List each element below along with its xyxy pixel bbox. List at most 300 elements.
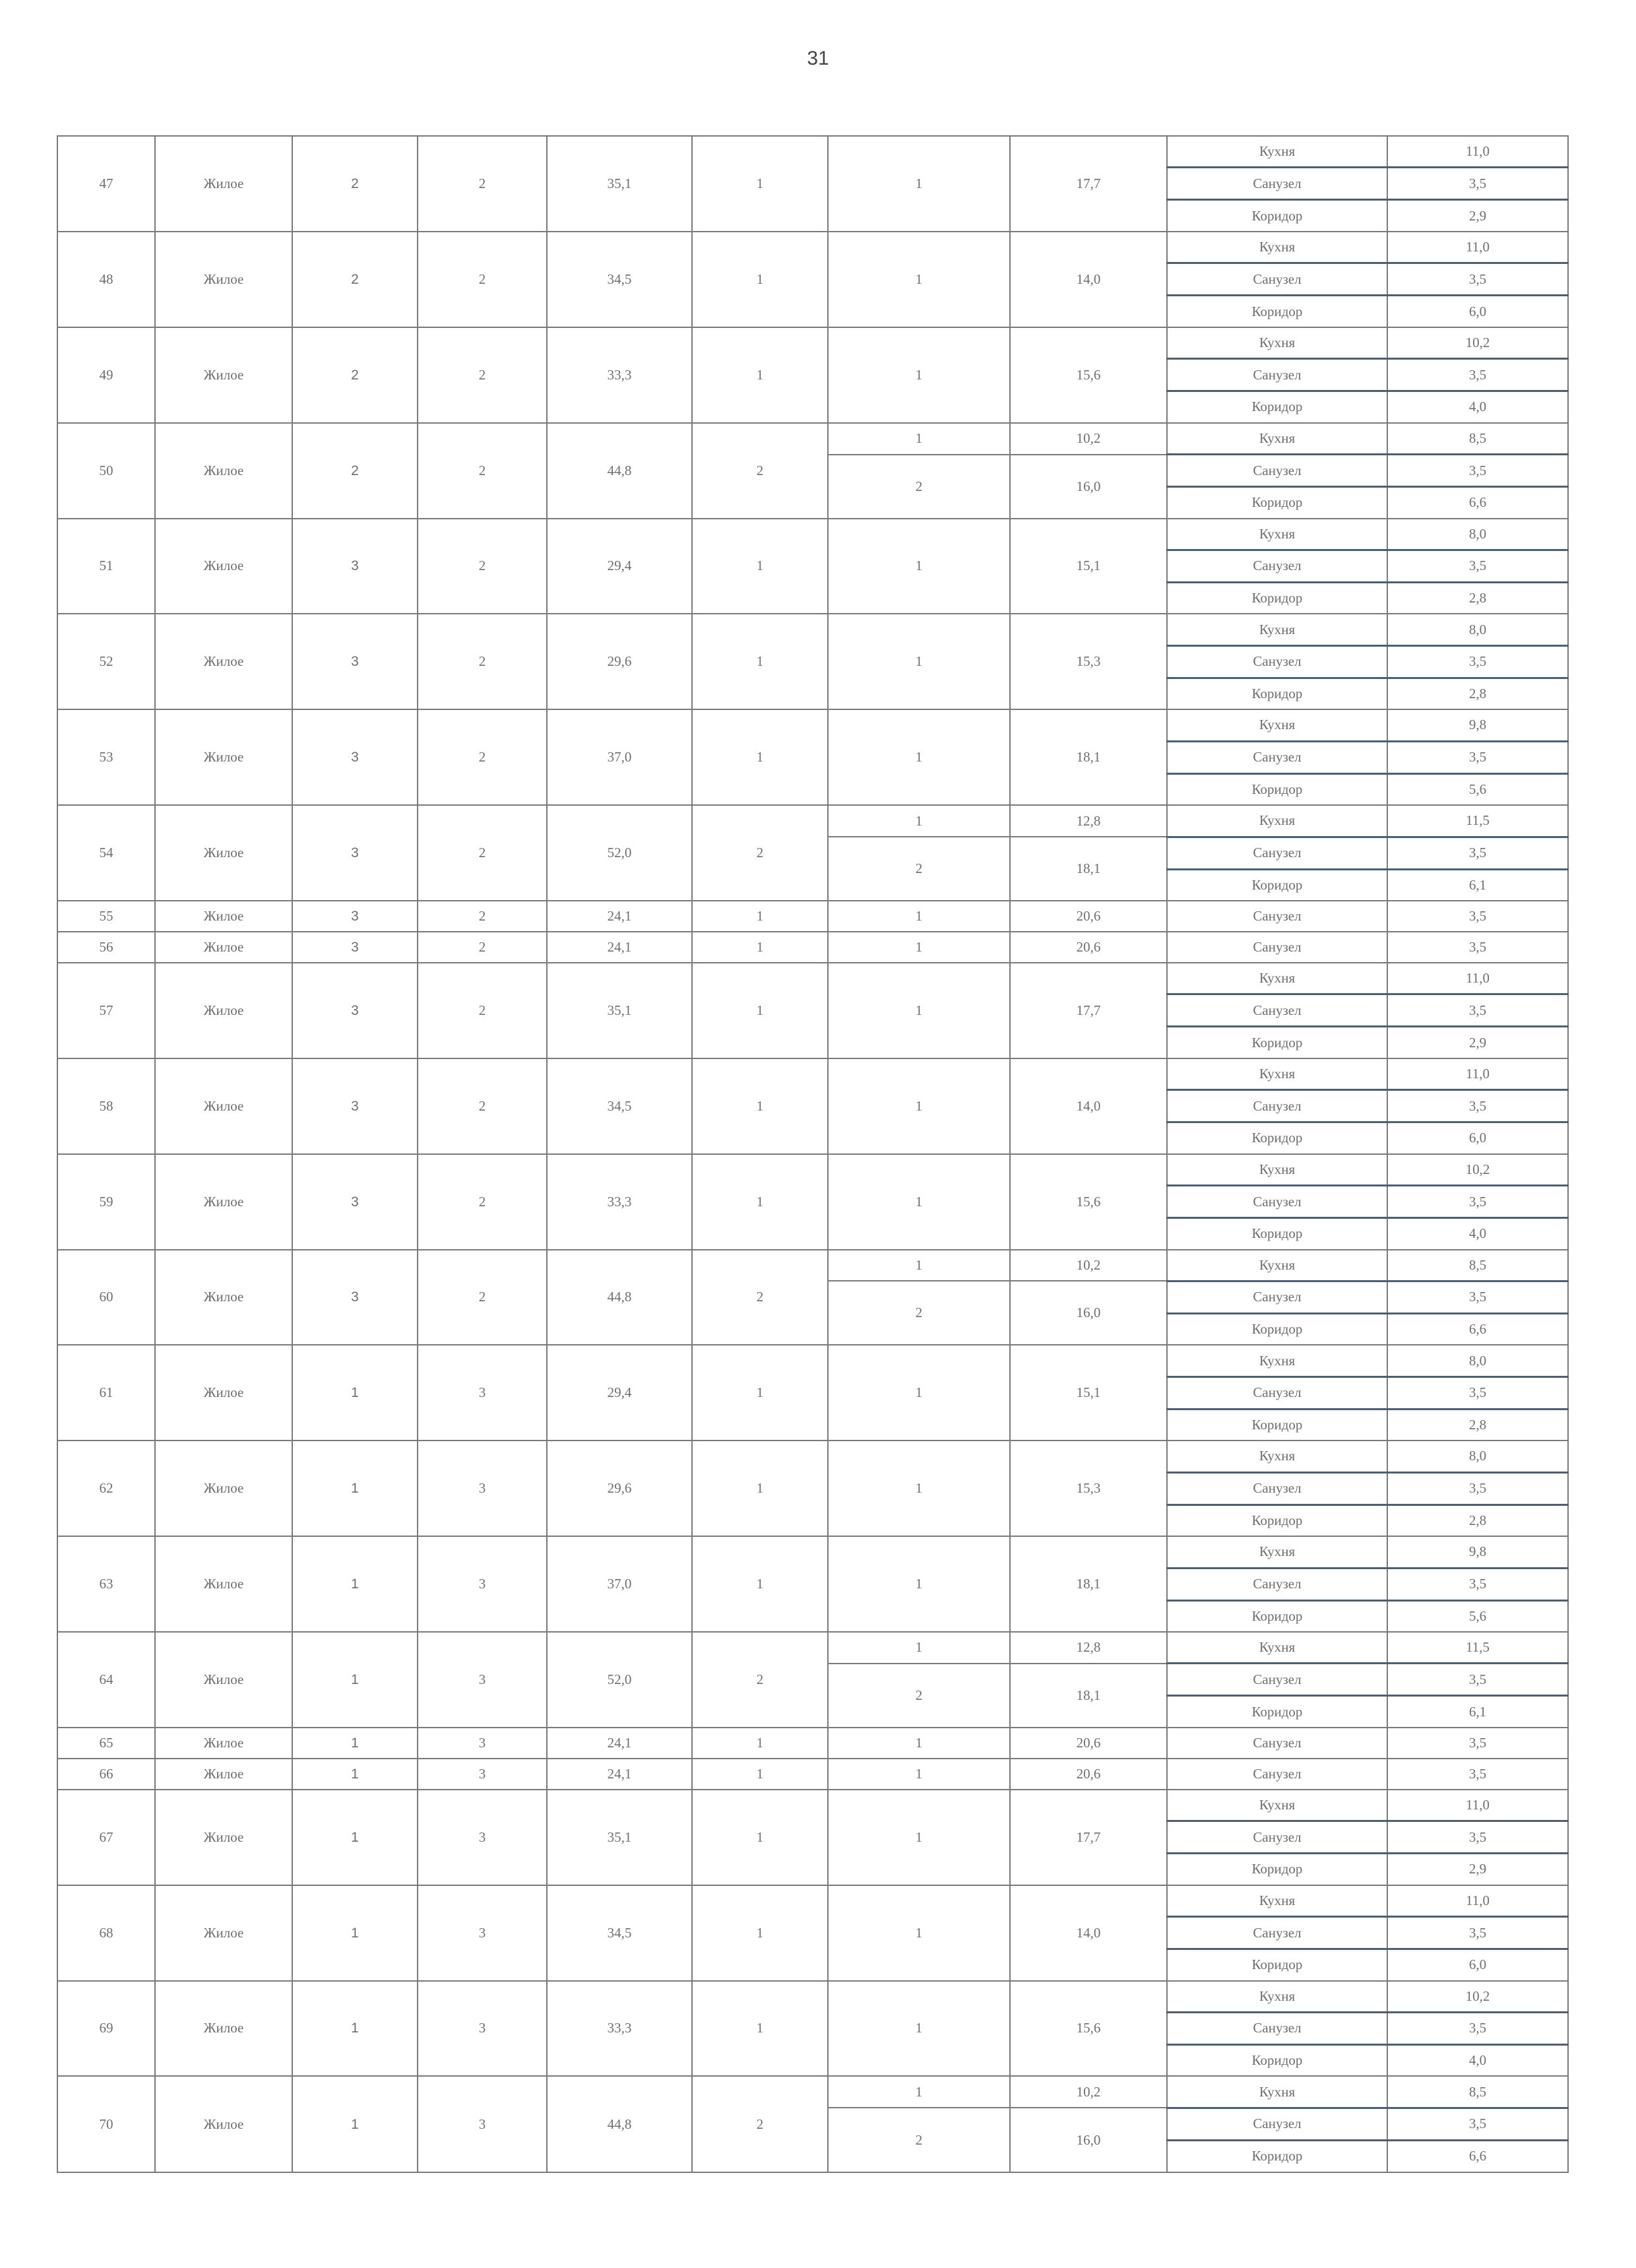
auxiliary-room-area: 11,0	[1387, 1058, 1568, 1090]
auxiliary-room-area: 3,5	[1387, 359, 1568, 391]
apartment-number: 58	[57, 1058, 155, 1154]
total-area: 44,8	[547, 2076, 692, 2172]
floor-number: 1	[292, 1981, 418, 2077]
auxiliary-room-area: 6,0	[1387, 296, 1568, 327]
auxiliary-room-area: 10,2	[1387, 1154, 1568, 1186]
premises-type: Жилое	[155, 1441, 292, 1536]
total-area: 24,1	[547, 1759, 692, 1790]
auxiliary-room-name: Кухня	[1167, 963, 1387, 994]
total-area: 29,6	[547, 1441, 692, 1536]
total-area: 52,0	[547, 805, 692, 901]
living-room-area: 12,8	[1010, 805, 1167, 837]
auxiliary-room-name: Коридор	[1167, 582, 1387, 614]
auxiliary-room-name: Кухня	[1167, 232, 1387, 263]
auxiliary-room-area: 3,5	[1387, 1917, 1568, 1949]
auxiliary-room-name: Кухня	[1167, 1981, 1387, 2013]
living-room-number: 1	[828, 327, 1010, 423]
auxiliary-room-name: Кухня	[1167, 423, 1387, 455]
auxiliary-room-area: 4,0	[1387, 2044, 1568, 2076]
living-room-number: 2	[828, 455, 1010, 519]
apartment-number: 48	[57, 232, 155, 327]
table-row	[57, 1981, 1568, 2013]
total-area: 29,6	[547, 614, 692, 709]
auxiliary-room-area: 8,5	[1387, 1250, 1568, 1281]
table-row	[57, 901, 1568, 932]
floor-number: 2	[292, 327, 418, 423]
auxiliary-room-area: 10,2	[1387, 327, 1568, 359]
auxiliary-room-name: Коридор	[1167, 2044, 1387, 2076]
auxiliary-room-name: Кухня	[1167, 1536, 1387, 1568]
premises-type: Жилое	[155, 1790, 292, 1885]
premises-type: Жилое	[155, 1536, 292, 1632]
apartment-number: 59	[57, 1154, 155, 1250]
table-row	[57, 519, 1568, 550]
auxiliary-room-name: Кухня	[1167, 519, 1387, 550]
total-area: 44,8	[547, 1250, 692, 1345]
living-room-area: 10,2	[1010, 423, 1167, 455]
living-rooms-count: 1	[692, 963, 828, 1058]
total-area: 33,3	[547, 1154, 692, 1250]
auxiliary-room-name: Коридор	[1167, 2140, 1387, 2172]
living-room-area: 16,0	[1010, 455, 1167, 519]
table-row	[57, 1728, 1568, 1759]
auxiliary-room-area: 8,0	[1387, 614, 1568, 645]
living-rooms-count: 1	[692, 709, 828, 805]
table-row	[57, 1058, 1568, 1090]
living-rooms-count: 1	[692, 519, 828, 614]
auxiliary-room-area: 11,0	[1387, 232, 1568, 263]
living-rooms-count: 1	[692, 1345, 828, 1441]
apartment-number: 55	[57, 901, 155, 932]
auxiliary-room-area: 11,0	[1387, 136, 1568, 168]
section-number: 3	[418, 1536, 547, 1632]
living-room-number: 1	[828, 932, 1010, 963]
floor-number: 1	[292, 2076, 418, 2172]
living-room-area: 15,1	[1010, 1345, 1167, 1441]
living-rooms-count: 1	[692, 1728, 828, 1759]
table-row	[57, 932, 1568, 963]
auxiliary-room-area: 11,0	[1387, 1790, 1568, 1821]
living-room-area: 15,6	[1010, 1154, 1167, 1250]
auxiliary-room-name: Санузел	[1167, 837, 1387, 869]
total-area: 34,5	[547, 1885, 692, 1981]
floor-number: 3	[292, 1154, 418, 1250]
auxiliary-room-name: Коридор	[1167, 1949, 1387, 1981]
auxiliary-room-name: Коридор	[1167, 1122, 1387, 1154]
apartment-number: 51	[57, 519, 155, 614]
auxiliary-room-name: Санузел	[1167, 359, 1387, 391]
auxiliary-room-area: 9,8	[1387, 709, 1568, 741]
section-number: 2	[418, 709, 547, 805]
auxiliary-room-name: Кухня	[1167, 614, 1387, 645]
table-row	[57, 1759, 1568, 1790]
premises-type: Жилое	[155, 805, 292, 901]
apartment-number: 63	[57, 1536, 155, 1632]
floor-number: 1	[292, 1536, 418, 1632]
auxiliary-room-area: 8,5	[1387, 2076, 1568, 2108]
living-rooms-count: 1	[692, 1536, 828, 1632]
living-rooms-count: 1	[692, 1154, 828, 1250]
living-room-area: 20,6	[1010, 1759, 1167, 1790]
living-room-number: 1	[828, 1441, 1010, 1536]
premises-type: Жилое	[155, 1250, 292, 1345]
living-room-area: 20,6	[1010, 1728, 1167, 1759]
auxiliary-room-name: Кухня	[1167, 1790, 1387, 1821]
total-area: 52,0	[547, 1632, 692, 1728]
auxiliary-room-name: Санузел	[1167, 550, 1387, 582]
auxiliary-room-area: 2,9	[1387, 1854, 1568, 1885]
auxiliary-room-name: Кухня	[1167, 1058, 1387, 1090]
living-room-area: 15,6	[1010, 1981, 1167, 2077]
living-room-number: 1	[828, 1058, 1010, 1154]
auxiliary-room-name: Санузел	[1167, 1377, 1387, 1409]
auxiliary-room-name: Санузел	[1167, 1472, 1387, 1505]
living-rooms-count: 1	[692, 1981, 828, 2077]
floor-number: 1	[292, 1790, 418, 1885]
table-row	[57, 1441, 1568, 1472]
apartment-number: 70	[57, 2076, 155, 2172]
table-row	[57, 232, 1568, 263]
floor-number: 3	[292, 963, 418, 1058]
auxiliary-room-area: 6,1	[1387, 869, 1568, 901]
living-room-area: 20,6	[1010, 932, 1167, 963]
living-room-area: 16,0	[1010, 2108, 1167, 2172]
living-room-number: 2	[828, 2108, 1010, 2172]
auxiliary-room-name: Кухня	[1167, 1345, 1387, 1377]
auxiliary-room-name: Санузел	[1167, 263, 1387, 296]
floor-number: 1	[292, 1885, 418, 1981]
table-row	[57, 963, 1568, 994]
auxiliary-room-name: Санузел	[1167, 1917, 1387, 1949]
total-area: 29,4	[547, 519, 692, 614]
total-area: 24,1	[547, 1728, 692, 1759]
apartment-number: 68	[57, 1885, 155, 1981]
premises-type: Жилое	[155, 901, 292, 932]
apartment-number: 57	[57, 963, 155, 1058]
table-row	[57, 1536, 1568, 1568]
total-area: 33,3	[547, 327, 692, 423]
auxiliary-room-name: Санузел	[1167, 1664, 1387, 1696]
total-area: 44,8	[547, 423, 692, 519]
total-area: 37,0	[547, 709, 692, 805]
section-number: 2	[418, 232, 547, 327]
total-area: 34,5	[547, 1058, 692, 1154]
auxiliary-room-area: 3,5	[1387, 1377, 1568, 1409]
section-number: 2	[418, 901, 547, 932]
living-room-area: 18,1	[1010, 1536, 1167, 1632]
section-number: 2	[418, 614, 547, 709]
living-room-area: 17,7	[1010, 1790, 1167, 1885]
auxiliary-room-name: Санузел	[1167, 1821, 1387, 1854]
living-room-number: 1	[828, 709, 1010, 805]
section-number: 3	[418, 1632, 547, 1728]
auxiliary-room-area: 3,5	[1387, 455, 1568, 487]
auxiliary-room-area: 3,5	[1387, 1186, 1568, 1218]
auxiliary-room-area: 3,5	[1387, 741, 1568, 773]
auxiliary-room-name: Коридор	[1167, 678, 1387, 709]
floor-number: 1	[292, 1632, 418, 1728]
living-room-number: 1	[828, 1885, 1010, 1981]
premises-type: Жилое	[155, 1632, 292, 1728]
auxiliary-room-area: 3,5	[1387, 994, 1568, 1027]
premises-type: Жилое	[155, 1885, 292, 1981]
table-row	[57, 614, 1568, 645]
section-number: 3	[418, 1441, 547, 1536]
auxiliary-room-name: Санузел	[1167, 901, 1387, 932]
auxiliary-room-name: Коридор	[1167, 296, 1387, 327]
section-number: 3	[418, 1981, 547, 2077]
auxiliary-room-area: 2,8	[1387, 678, 1568, 709]
auxiliary-room-area: 3,5	[1387, 932, 1568, 963]
auxiliary-room-area: 8,0	[1387, 1345, 1568, 1377]
apartment-number: 53	[57, 709, 155, 805]
auxiliary-room-name: Коридор	[1167, 200, 1387, 232]
living-room-number: 1	[828, 1536, 1010, 1632]
table-body	[57, 136, 1568, 2172]
living-rooms-count: 1	[692, 327, 828, 423]
living-room-area: 15,3	[1010, 1441, 1167, 1536]
floor-number: 1	[292, 1759, 418, 1790]
apartment-number: 62	[57, 1441, 155, 1536]
section-number: 2	[418, 805, 547, 901]
section-number: 2	[418, 1154, 547, 1250]
table-row	[57, 327, 1568, 359]
section-number: 2	[418, 1250, 547, 1345]
auxiliary-room-area: 2,8	[1387, 1505, 1568, 1536]
floor-number: 3	[292, 901, 418, 932]
apartment-number: 49	[57, 327, 155, 423]
living-rooms-count: 2	[692, 1632, 828, 1728]
auxiliary-room-name: Кухня	[1167, 1441, 1387, 1472]
section-number: 3	[418, 2076, 547, 2172]
living-room-number: 1	[828, 1632, 1010, 1664]
total-area: 37,0	[547, 1536, 692, 1632]
auxiliary-room-name: Коридор	[1167, 1854, 1387, 1885]
apartment-number: 64	[57, 1632, 155, 1728]
apartment-number: 60	[57, 1250, 155, 1345]
floor-number: 1	[292, 1345, 418, 1441]
section-number: 2	[418, 423, 547, 519]
living-room-number: 1	[828, 232, 1010, 327]
auxiliary-room-area: 2,8	[1387, 582, 1568, 614]
auxiliary-room-name: Кухня	[1167, 327, 1387, 359]
living-room-number: 1	[828, 1981, 1010, 2077]
auxiliary-room-area: 6,6	[1387, 1313, 1568, 1345]
auxiliary-room-name: Санузел	[1167, 645, 1387, 678]
auxiliary-room-name: Санузел	[1167, 1090, 1387, 1122]
floor-number: 3	[292, 1250, 418, 1345]
table-row	[57, 423, 1568, 455]
living-room-area: 17,7	[1010, 963, 1167, 1058]
apartment-number: 56	[57, 932, 155, 963]
table-row	[57, 709, 1568, 741]
auxiliary-room-name: Санузел	[1167, 1728, 1387, 1759]
page-number: 31	[807, 48, 829, 69]
living-room-number: 1	[828, 2076, 1010, 2108]
section-number: 2	[418, 1058, 547, 1154]
auxiliary-room-name: Санузел	[1167, 1759, 1387, 1790]
auxiliary-room-area: 3,5	[1387, 837, 1568, 869]
auxiliary-room-name: Кухня	[1167, 1632, 1387, 1664]
auxiliary-room-area: 3,5	[1387, 901, 1568, 932]
auxiliary-room-name: Санузел	[1167, 932, 1387, 963]
table-row	[57, 1345, 1568, 1377]
premises-type: Жилое	[155, 423, 292, 519]
living-rooms-count: 2	[692, 805, 828, 901]
table-row	[57, 1790, 1568, 1821]
living-rooms-count: 1	[692, 614, 828, 709]
auxiliary-room-name: Коридор	[1167, 1027, 1387, 1058]
auxiliary-room-name: Коридор	[1167, 1218, 1387, 1250]
auxiliary-room-area: 2,8	[1387, 1409, 1568, 1441]
auxiliary-room-name: Коридор	[1167, 1409, 1387, 1441]
total-area: 34,5	[547, 232, 692, 327]
section-number: 2	[418, 327, 547, 423]
living-room-area: 20,6	[1010, 901, 1167, 932]
auxiliary-room-name: Санузел	[1167, 741, 1387, 773]
living-rooms-count: 2	[692, 1250, 828, 1345]
living-rooms-count: 1	[692, 1759, 828, 1790]
auxiliary-room-name: Коридор	[1167, 1696, 1387, 1728]
auxiliary-room-area: 5,6	[1387, 1600, 1568, 1632]
living-room-area: 16,0	[1010, 1281, 1167, 1345]
apartment-number: 69	[57, 1981, 155, 2077]
table-row	[57, 2076, 1568, 2108]
floor-number: 2	[292, 136, 418, 232]
living-room-number: 1	[828, 805, 1010, 837]
auxiliary-room-area: 8,0	[1387, 1441, 1568, 1472]
premises-type: Жилое	[155, 519, 292, 614]
table-row	[57, 1154, 1568, 1186]
floor-number: 1	[292, 1728, 418, 1759]
auxiliary-room-name: Санузел	[1167, 1186, 1387, 1218]
floor-number: 3	[292, 932, 418, 963]
living-room-number: 2	[828, 1664, 1010, 1728]
living-room-area: 15,6	[1010, 327, 1167, 423]
living-room-number: 1	[828, 963, 1010, 1058]
living-room-number: 1	[828, 1154, 1010, 1250]
auxiliary-room-name: Кухня	[1167, 805, 1387, 837]
auxiliary-room-name: Санузел	[1167, 2108, 1387, 2140]
floor-number: 3	[292, 709, 418, 805]
apartment-number: 61	[57, 1345, 155, 1441]
auxiliary-room-area: 4,0	[1387, 1218, 1568, 1250]
auxiliary-room-name: Санузел	[1167, 2012, 1387, 2044]
premises-type: Жилое	[155, 1728, 292, 1759]
auxiliary-room-name: Кухня	[1167, 1154, 1387, 1186]
section-number: 2	[418, 519, 547, 614]
auxiliary-room-name: Санузел	[1167, 1281, 1387, 1313]
apartment-number: 66	[57, 1759, 155, 1790]
auxiliary-room-area: 10,2	[1387, 1981, 1568, 2013]
auxiliary-room-area: 8,5	[1387, 423, 1568, 455]
auxiliary-room-name: Коридор	[1167, 869, 1387, 901]
living-room-area: 12,8	[1010, 1632, 1167, 1664]
auxiliary-room-area: 3,5	[1387, 550, 1568, 582]
premises-type: Жилое	[155, 232, 292, 327]
floor-number: 3	[292, 614, 418, 709]
premises-type: Жилое	[155, 932, 292, 963]
apartment-number: 47	[57, 136, 155, 232]
auxiliary-room-name: Коридор	[1167, 1313, 1387, 1345]
auxiliary-room-name: Санузел	[1167, 455, 1387, 487]
apartment-number: 67	[57, 1790, 155, 1885]
living-room-area: 15,3	[1010, 614, 1167, 709]
section-number: 3	[418, 1759, 547, 1790]
living-room-number: 1	[828, 901, 1010, 932]
apartment-number: 52	[57, 614, 155, 709]
living-room-number: 2	[828, 837, 1010, 901]
living-room-area: 15,1	[1010, 519, 1167, 614]
premises-type: Жилое	[155, 1058, 292, 1154]
auxiliary-room-name: Кухня	[1167, 1885, 1387, 1917]
living-rooms-count: 2	[692, 2076, 828, 2172]
auxiliary-room-area: 3,5	[1387, 168, 1568, 200]
section-number: 3	[418, 1728, 547, 1759]
premises-table	[57, 135, 1569, 2173]
auxiliary-room-area: 3,5	[1387, 2108, 1568, 2140]
total-area: 24,1	[547, 901, 692, 932]
auxiliary-room-name: Коридор	[1167, 487, 1387, 519]
auxiliary-room-name: Кухня	[1167, 2076, 1387, 2108]
auxiliary-room-area: 6,0	[1387, 1122, 1568, 1154]
auxiliary-room-name: Коридор	[1167, 1505, 1387, 1536]
premises-type: Жилое	[155, 1345, 292, 1441]
table-row	[57, 1250, 1568, 1281]
living-room-number: 1	[828, 1728, 1010, 1759]
living-room-area: 14,0	[1010, 232, 1167, 327]
auxiliary-room-name: Санузел	[1167, 168, 1387, 200]
living-rooms-count: 1	[692, 1441, 828, 1536]
living-room-area: 10,2	[1010, 2076, 1167, 2108]
auxiliary-room-area: 6,6	[1387, 487, 1568, 519]
living-room-number: 2	[828, 1281, 1010, 1345]
auxiliary-room-name: Санузел	[1167, 1568, 1387, 1600]
premises-type: Жилое	[155, 2076, 292, 2172]
auxiliary-room-name: Коридор	[1167, 773, 1387, 805]
living-room-number: 1	[828, 1345, 1010, 1441]
premises-type: Жилое	[155, 1154, 292, 1250]
living-rooms-count: 1	[692, 901, 828, 932]
living-rooms-count: 1	[692, 932, 828, 963]
premises-type: Жилое	[155, 1759, 292, 1790]
premises-type: Жилое	[155, 963, 292, 1058]
section-number: 3	[418, 1885, 547, 1981]
living-room-area: 14,0	[1010, 1885, 1167, 1981]
living-room-number: 1	[828, 519, 1010, 614]
auxiliary-room-area: 5,6	[1387, 773, 1568, 805]
auxiliary-room-area: 11,0	[1387, 963, 1568, 994]
auxiliary-room-area: 3,5	[1387, 1728, 1568, 1759]
living-rooms-count: 2	[692, 423, 828, 519]
living-room-number: 1	[828, 136, 1010, 232]
auxiliary-room-area: 3,5	[1387, 1090, 1568, 1122]
section-number: 2	[418, 963, 547, 1058]
floor-number: 3	[292, 805, 418, 901]
auxiliary-room-area: 3,5	[1387, 645, 1568, 678]
premises-type: Жилое	[155, 614, 292, 709]
living-room-number: 1	[828, 423, 1010, 455]
living-room-area: 18,1	[1010, 1664, 1167, 1728]
floor-number: 3	[292, 519, 418, 614]
auxiliary-room-area: 3,5	[1387, 2012, 1568, 2044]
floor-number: 3	[292, 1058, 418, 1154]
total-area: 35,1	[547, 1790, 692, 1885]
table-row	[57, 1632, 1568, 1664]
auxiliary-room-name: Кухня	[1167, 136, 1387, 168]
apartment-number: 65	[57, 1728, 155, 1759]
living-rooms-count: 1	[692, 232, 828, 327]
